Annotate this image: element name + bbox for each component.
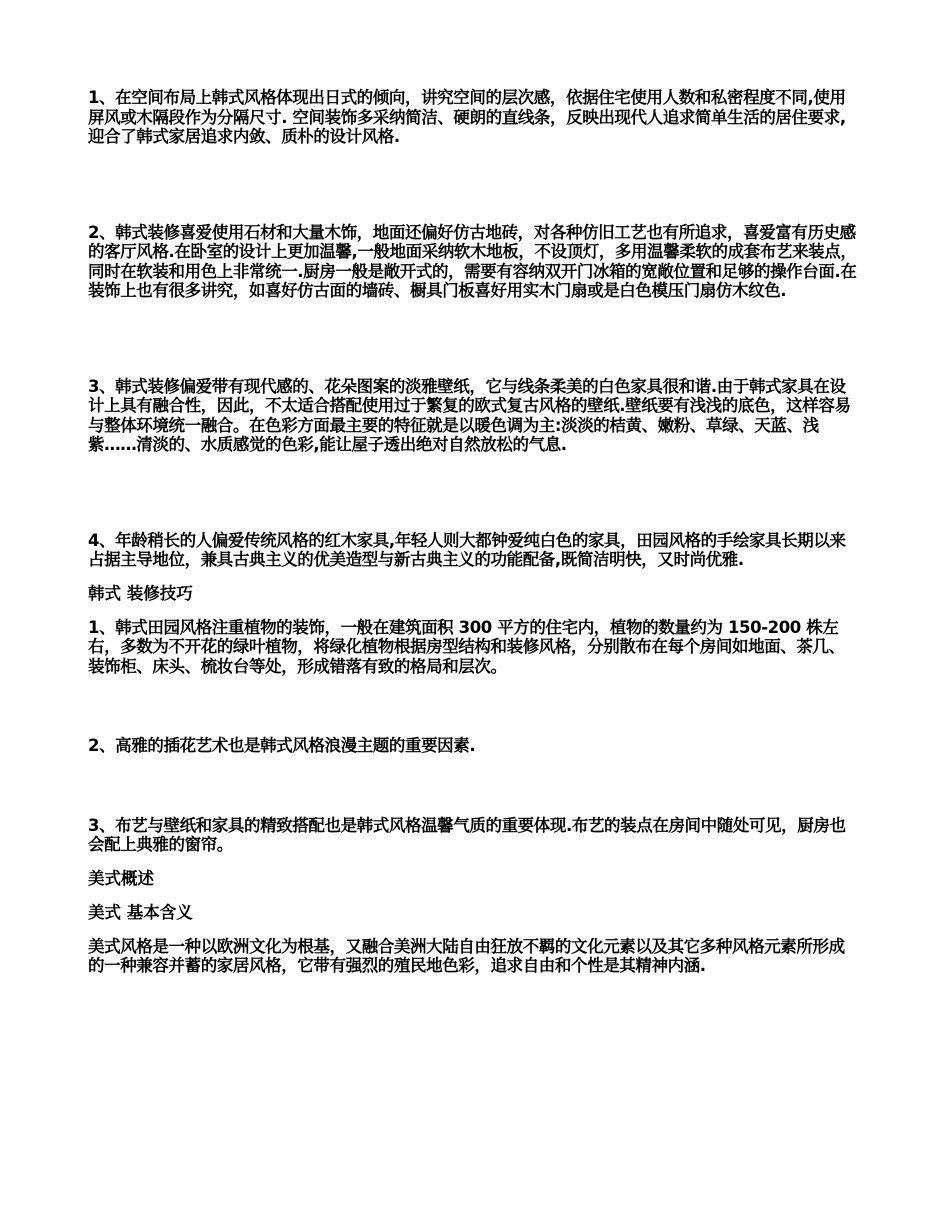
spacer — [88, 923, 860, 937]
paragraph-layout-3: 3、韩式装修偏爱带有现代感的、花朵图案的淡雅壁纸，它与线条柔美的白色家具很和谐.由于韩式家具在设计上具有融合性，因此，不太适合搭配使用过于繁复的欧式复古风格的壁纸.壁纸要有浅浅的底色，这样容易与整体环境统一融合。在色彩方面最主要的特征就是以暖色调为主:淡淡的桔黄、嫩粉、草绿、天蓝、浅紫……清淡的、水质感觉的色彩,能让屋子透出绝对自然放松的气息. — [88, 376, 851, 454]
spacer — [88, 604, 860, 618]
paragraph-layout-1: 1、在空间布局上韩式风格体现出日式的倾向，讲究空间的层次感，依据住宅使用人数和私密程度不同,使用屏风或木隔段作为分隔尺寸. 空间装饰多采纳简洁、硬朗的直线条，反映出现代人追求简单生活的居住要求,迎合了韩式家居追求内敛、质朴的设计风格. — [88, 88, 846, 146]
paragraph-tip-1: 1、韩式田园风格注重植物的装饰，一般在建筑面积 300 平方的住宅内，植物的数量约为 150-200 株左右，多数为不开花的绿叶植物，将绿化植物根据房型结构和装修风格，分别散布在每个房间如地面、茶几、装饰柜、床头、梳妆台等处，形成错落有致的格局和层次。 — [88, 617, 845, 676]
document-page — [88, 88, 860, 976]
paragraph-tip-3: 3、布艺与壁纸和家具的精致搭配也是韩式风格温馨气质的重要体现.布艺的装点在房间中随处可见，厨房也会配上典雅的窗帘。 — [88, 815, 846, 854]
heading-american-overview: 美式概述 — [88, 868, 154, 888]
paragraph-american-style: 美式风格是一种以欧洲文化为根基，又融合美洲大陆自由狂放不羁的文化元素以及其它多种风格元素所形成的一种兼容并蓄的家居风格，它带有强烈的殖民地色彩，追求自由和个性是其精神内涵. — [88, 936, 845, 975]
heading-korean-tips: 韩式 装修技巧 — [88, 583, 193, 603]
heading-american-meaning: 美式 基本含义 — [88, 902, 193, 922]
paragraph-layout-4: 4、年龄稍长的人偏爱传统风格的红木家具,年轻人则大都钟爱纯白色的家具，田园风格的手绘家具长期以来占据主导地位，兼具古典主义的优美造型与新古典主义的功能配备,既简洁明快，又时尚优雅. — [88, 530, 846, 569]
spacer — [88, 147, 860, 223]
spacer — [88, 455, 860, 531]
spacer — [88, 676, 860, 736]
spacer — [88, 756, 860, 816]
spacer — [88, 570, 860, 584]
spacer — [88, 855, 860, 869]
paragraph-layout-2: 2、韩式装修喜爱使用石材和大量木饰，地面还偏好仿古地砖，对各种仿旧工艺也有所追求，喜爱富有历史感的客厅风格.在卧室的设计上更加温馨,一般地面采纳软木地板，不设顶灯，多用温馨柔软的成套布艺来装点，同时在软装和用色上非常统一.厨房一般是敞开式的，需要有容纳双开门冰箱的宽敞位置和足够的操作台面.在装饰上也有很多讲究，如喜好仿古面的墙砖、橱具门板喜好用实木门扇或是白色模压门扇仿木纹色. — [88, 222, 857, 300]
spacer — [88, 889, 860, 903]
spacer — [88, 301, 860, 377]
paragraph-tip-2: 2、高雅的插花艺术也是韩式风格浪漫主题的重要因素. — [88, 736, 476, 755]
